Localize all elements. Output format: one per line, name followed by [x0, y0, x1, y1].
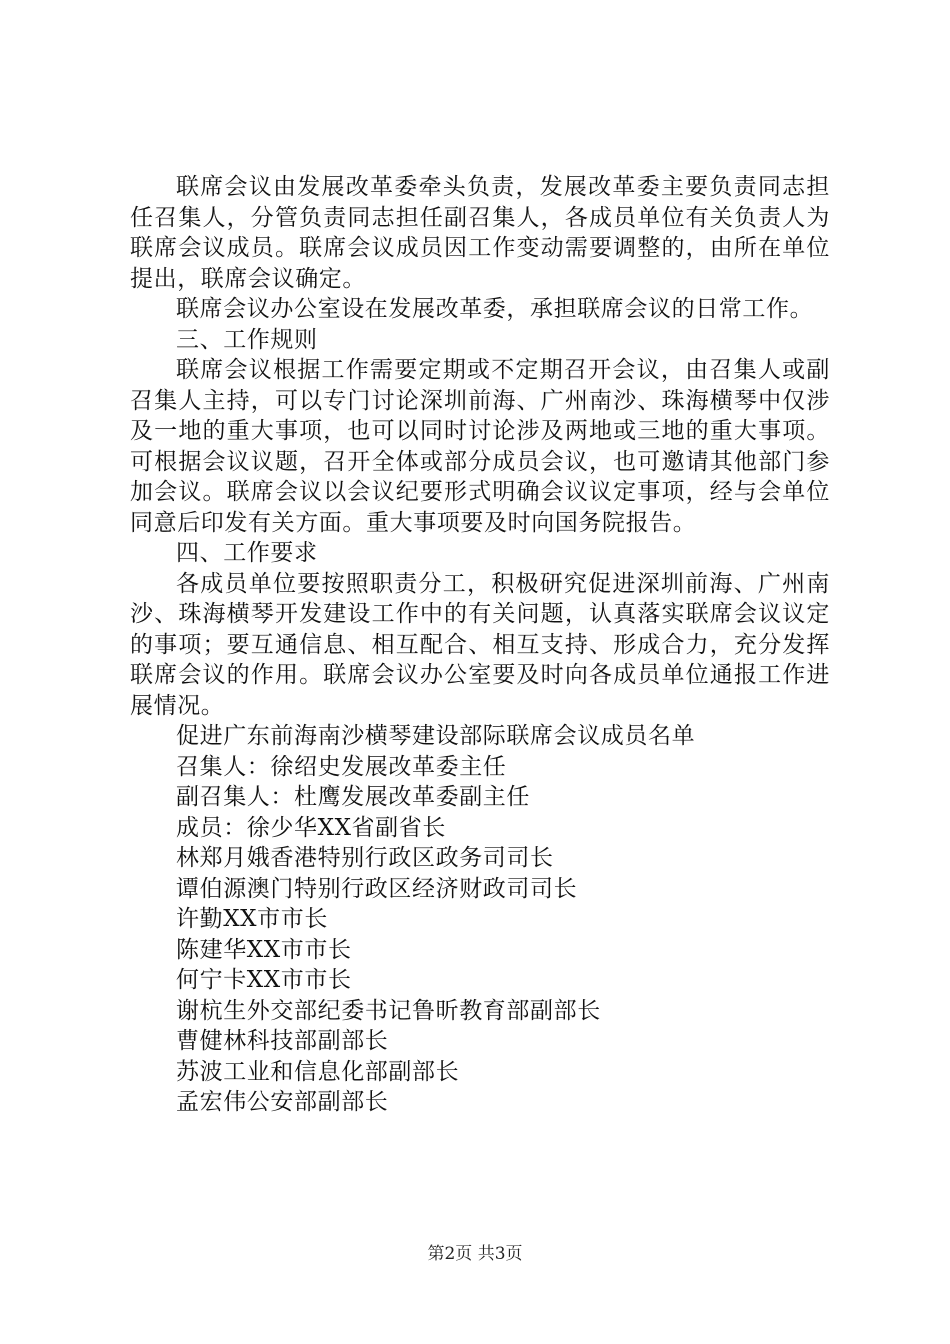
member-list-item: 副召集人：杜鹰发展改革委副主任 [176, 784, 530, 810]
member-list [130, 721, 830, 1118]
document-body [130, 172, 830, 1118]
member-list-title: 促进广东前海南沙横琴建设部际联席会议成员名单 [176, 723, 696, 749]
member-list-item: 谢杭生外交部纪委书记鲁昕教育部副部长 [176, 997, 601, 1024]
member-list-item: 许勤XX市市长 [176, 906, 328, 932]
member-list-item: 成员：徐少华XX省副省长 [176, 814, 446, 841]
member-list-item: 曹健林科技部副部长 [176, 1028, 389, 1054]
page-number-footer: 第2页 共3页 [427, 1244, 523, 1264]
heading-work-requirements: 四、工作要求 [176, 540, 318, 566]
member-list-item: 召集人：徐绍史发展改革委主任 [176, 753, 507, 780]
member-list-item: 孟宏伟公安部副部长 [176, 1089, 389, 1115]
member-list-item: 苏波工业和信息化部副部长 [176, 1058, 460, 1085]
paragraph-work-requirements: 各成员单位要按照职责分工，积极研究促进深圳前海、广州南沙、珠海横琴开发建设工作中的有关问题，认真落实联席会议议定的事项；要互通信息、相互配合、相互支持、形成合力，充分发挥联席会议的作用。联席会议办公室要及时向各成员单位通报工作进展情况。 [130, 570, 830, 719]
member-list-item: 林郑月娥香港特别行政区政务司司长 [176, 845, 554, 871]
member-list-item: 谭伯源澳门特别行政区经济财政司司长 [176, 875, 578, 902]
member-list-item: 陈建华XX市市长 [176, 936, 352, 963]
paragraph-office: 联席会议办公室设在发展改革委，承担联席会议的日常工作。 [176, 296, 814, 322]
paragraph-work-rules: 联席会议根据工作需要定期或不定期召开会议，由召集人或副召集人主持，可以专门讨论深圳前海、广州南沙、珠海横琴中仅涉及一地的重大事项，也可以同时讨论涉及两地或三地的重大事项。可根据会议议题，召开全体或部分成员会议，也可邀请其他部门参加会议。联席会议以会议纪要形式明确会议议定事项，经与会单位同意后印发有关方面。重大事项要及时向国务院报告。 [130, 357, 830, 536]
heading-work-rules: 三、工作规则 [176, 326, 318, 353]
paragraph-convener-composition: 联席会议由发展改革委牵头负责，发展改革委主要负责同志担任召集人，分管负责同志担任副召集人，各成员单位有关负责人为联席会议成员。联席会议成员因工作变动需要调整的，由所在单位提出，联席会议确定。 [130, 174, 830, 292]
member-list-item: 何宁卡XX市市长 [176, 967, 352, 993]
